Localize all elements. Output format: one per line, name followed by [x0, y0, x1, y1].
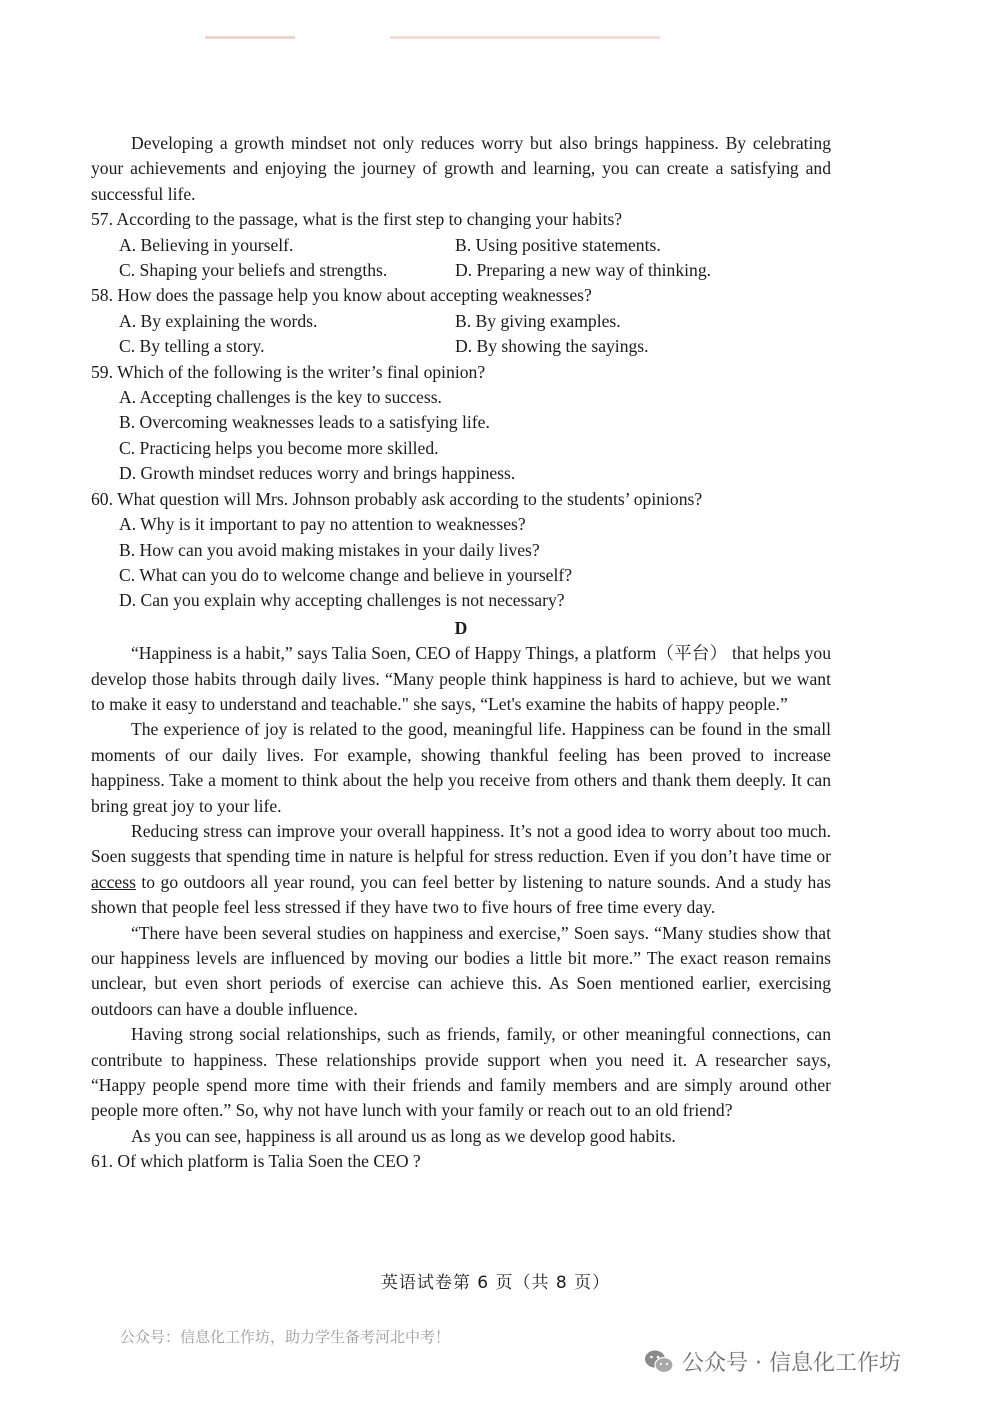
wechat-icon — [644, 1349, 674, 1375]
option: C. By telling a story. — [119, 336, 265, 357]
option: B. By giving examples. — [455, 310, 621, 331]
passage-d-paragraph — [91, 819, 831, 921]
underlined-word: access — [91, 871, 136, 892]
option: C. Shaping your beliefs and strengths. — [119, 260, 388, 281]
passage-d-paragraph: “There have been several studies on happiness and exercise,” Soen says. “Many studies show that our happiness levels are influenced by moving our bodies a little bit more.” The exact reason remains unclear, but even short periods of exercise can achieve this. As Soen mentioned earlier, exercising outdoors can have a double influence. — [91, 922, 831, 1019]
option: B. How can you avoid making mistakes in your daily lives? — [119, 539, 540, 560]
option: C. Practicing helps you become more skilled. — [119, 437, 439, 458]
option: A. Why is it important to pay no attention to weaknesses? — [119, 514, 526, 535]
question-stem: 58. How does the passage help you know about accepting weaknesses? — [91, 285, 592, 306]
option: D. Growth mindset reduces worry and brings happiness. — [119, 463, 516, 484]
question-58 — [91, 283, 831, 359]
scan-mark — [390, 36, 660, 39]
scan-mark — [205, 36, 295, 39]
passage-c-conclusion: Developing a growth mindset not only reduces worry but also brings happiness. By celebrating your achievements and enjoying the journey of growth and learning, you can create a satisfying and successful life. — [91, 133, 831, 204]
question-stem: 60. What question will Mrs. Johnson probably ask according to the students’ opinions? — [91, 488, 703, 509]
watermark-brand — [644, 1346, 901, 1377]
passage-d-paragraph: The experience of joy is related to the good, meaningful life. Happiness can be found in the small moments of our daily lives. For example, showing thankful feeling has been proved to increase happiness. Take a moment to think about the help you receive from others and thank them deeply. It can bring great joy to your life. — [91, 719, 831, 816]
question-stem: 59. Which of the following is the writer’s final opinion? — [91, 361, 486, 382]
passage-d-paragraph: “Happiness is a habit,” says Talia Soen, CEO of Happy Things, a platform（平台） that helps you develop those habits through daily lives. “Many people think happiness is hard to achieve, but we want to make it easy to understand and teachable." she says, “Let's examine the habits of happy people.” — [91, 643, 831, 714]
question-60 — [91, 487, 831, 614]
top-scan-marks — [0, 36, 991, 42]
question-57 — [91, 207, 831, 283]
paragraph-text: Reducing stress can improve your overall happiness. It’s not a good idea to worry about too much. Soen suggests that spending time in nature is helpful for stress reduction. Even if you don’t have time or — [91, 820, 831, 867]
option: B. Using positive statements. — [455, 234, 661, 255]
watermark-text: 公众号：信息化工作坊，助力学生备考河北中考！ — [120, 1328, 451, 1346]
option: D. Can you explain why accepting challenges is not necessary? — [119, 590, 565, 611]
passage-d-paragraph: Having strong social relationships, such as friends, family, or other meaningful connections, can contribute to happiness. These relationships provide support when you need it. A researcher says, “Happy people spend more time with their friends and family members and are simply around other people more often.” So, why not have lunch with your family or reach out to an old friend? — [91, 1024, 831, 1121]
question-59 — [91, 360, 831, 487]
page-footer: 英语试卷第 6 页（共 8 页） — [380, 1273, 611, 1293]
option: D. Preparing a new way of thinking. — [455, 260, 712, 281]
option: B. Overcoming weaknesses leads to a satisfying life. — [119, 412, 490, 433]
option: A. Accepting challenges is the key to success. — [119, 387, 442, 408]
option: C. What can you do to welcome change and believe in yourself? — [119, 564, 573, 585]
paragraph-text: to go outdoors all year round, you can feel better by listening to nature sounds. And a study has shown that people feel less stressed if they have two to five hours of free time every day. — [91, 871, 831, 918]
exam-page-content — [91, 131, 831, 1175]
option: A. Believing in yourself. — [119, 234, 294, 255]
option: D. By showing the sayings. — [455, 336, 649, 357]
question-stem: 57. According to the passage, what is the first step to changing your habits? — [91, 209, 623, 230]
option: A. By explaining the words. — [119, 310, 318, 331]
watermark-brand-text: 公众号 · 信息化工作坊 — [682, 1351, 901, 1376]
passage-d-paragraph: As you can see, happiness is all around us as long as we develop good habits. — [131, 1125, 676, 1146]
section-heading: D — [454, 617, 468, 638]
question-61-stem: 61. Of which platform is Talia Soen the CEO ? — [91, 1151, 421, 1172]
